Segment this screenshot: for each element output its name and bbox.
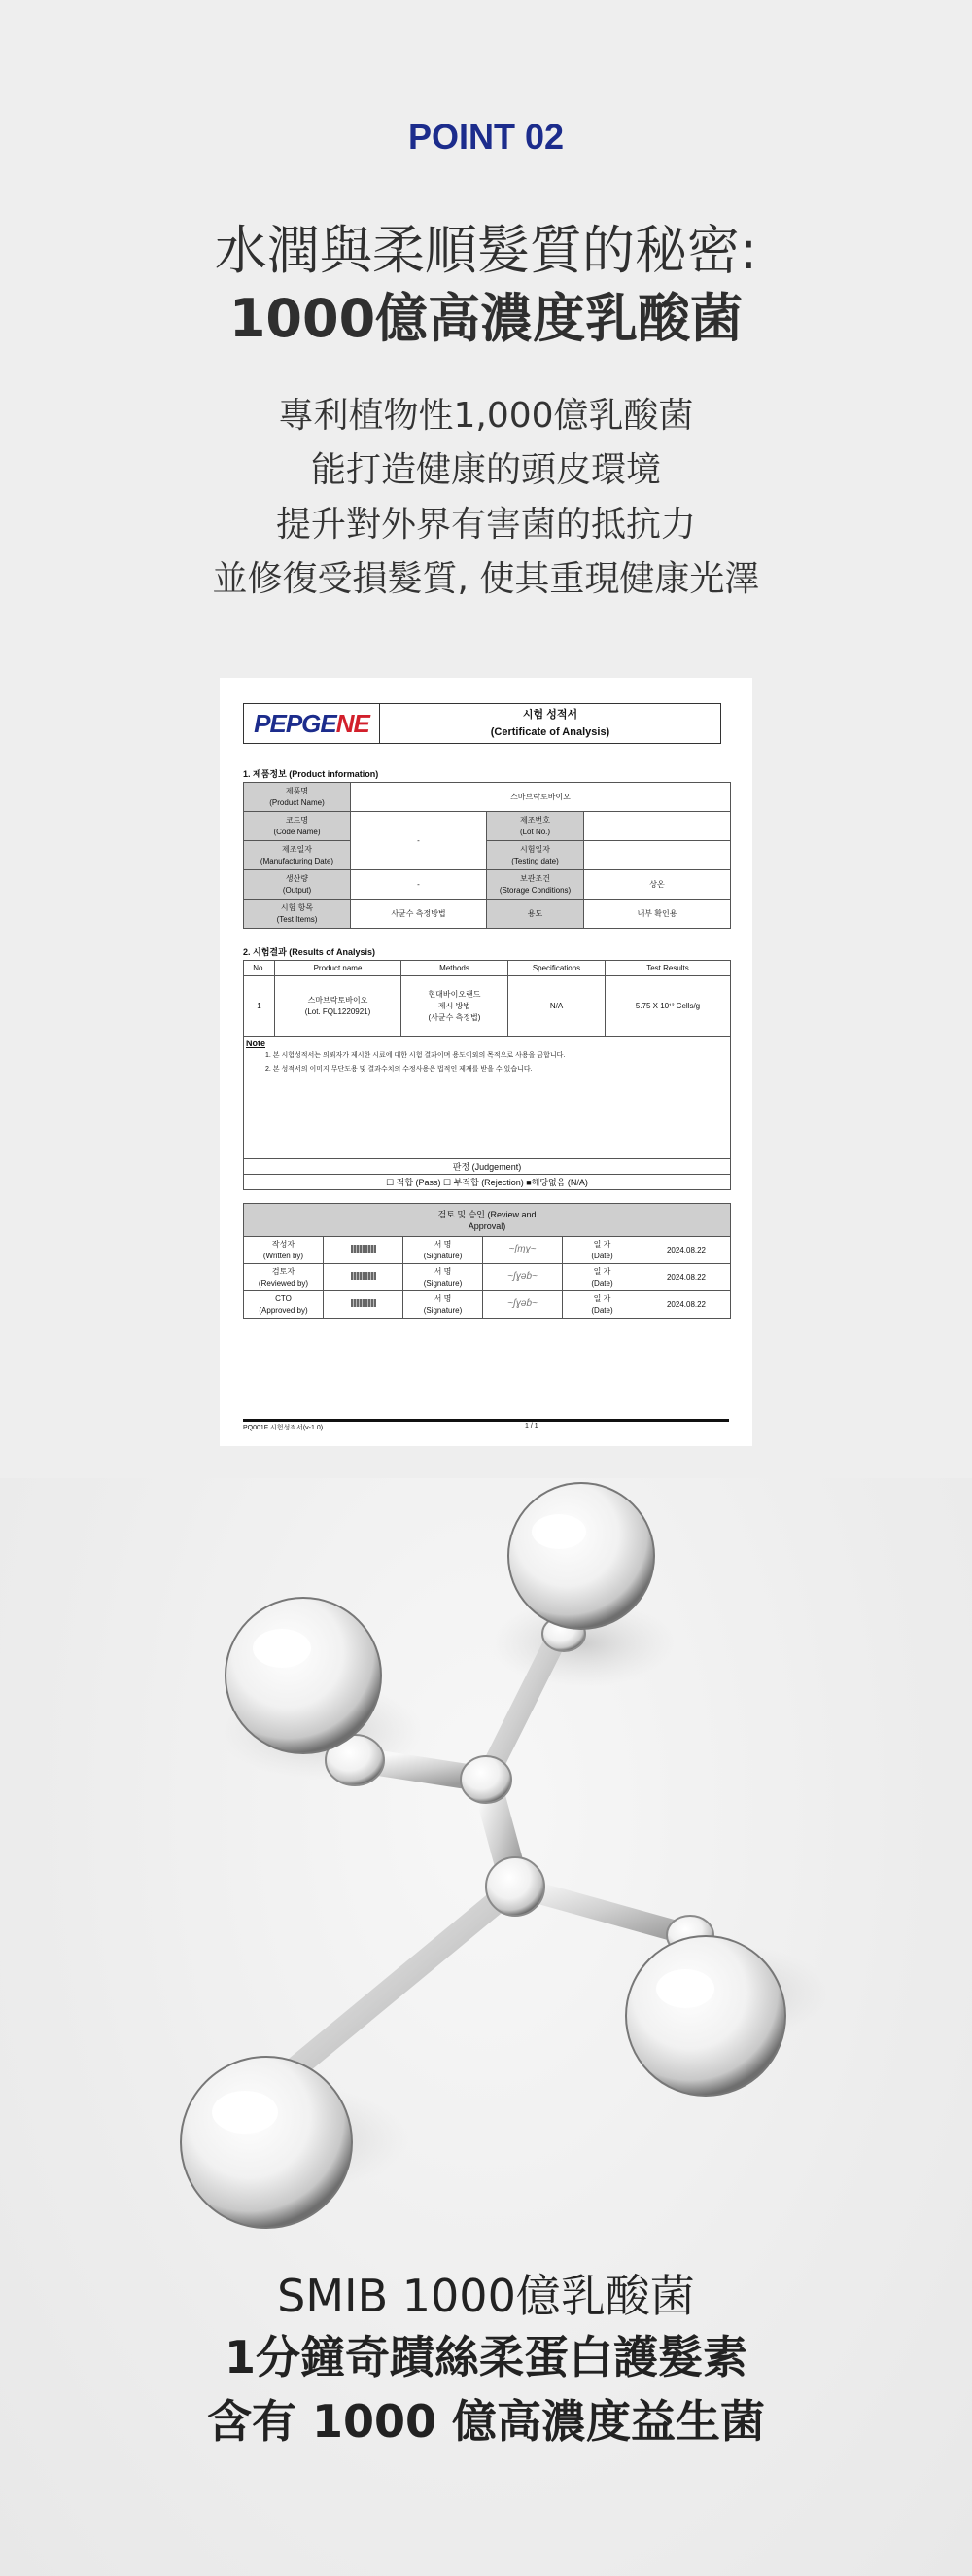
- signature-image: ~ʃɣəɓ~: [507, 1297, 538, 1309]
- caption-line2: 1分鐘奇蹟絲柔蛋白護髮素: [224, 2331, 747, 2383]
- judgement-options: ☐ 적합 (Pass) ☐ 부적합 (Rejection) ■해당없음 (N/A): [244, 1175, 731, 1190]
- section-product-info: 1. 제품정보 (Product information): [243, 769, 379, 779]
- redacted-name: [351, 1299, 376, 1307]
- certificate-title: 시험 성적서 (Certificate of Analysis): [490, 709, 610, 738]
- description-line: 專利植物性1,000億乳酸菌: [278, 396, 694, 436]
- product-info-table: 제품명 (Product Name) 스마브락토바이오 코드명 (Code Name) - 제조번호 (Lot No.) 제조일자 (Manufacturing Date) 시험일자 (Testing date) 생산량 (Output) - 보관조건 (Storage Conditions) 상온 시험 항목 (Test Items) 사균수 측정방법 용도 내부 확인용: [243, 782, 731, 929]
- certificate-header: [243, 703, 721, 744]
- note-line: 1. 본 시험성적서는 의뢰자가 제시한 시료에 대한 시험 결과이며 용도이외의 목적으로 사용을 금합니다.: [265, 1052, 566, 1059]
- description-line: 提升對外界有害菌的抵抗力: [275, 505, 696, 545]
- signature-image: ~ʃɣəɓ~: [507, 1270, 538, 1282]
- description-line: 並修復受損髮質, 使其重現健康光澤: [212, 559, 760, 599]
- signature-image: ~ʃɱɣ~: [508, 1243, 537, 1254]
- headline-line1: 水潤與柔順髮質的秘密:: [214, 220, 758, 281]
- judgement-title: 판정 (Judgement): [244, 1159, 731, 1175]
- caption-line1: SMIB 1000億乳酸菌: [277, 2270, 695, 2322]
- point-label: POINT 02: [407, 117, 565, 157]
- section-results: 2. 시험결과 (Results of Analysis): [243, 947, 375, 957]
- glass-spheres: [181, 1483, 785, 2228]
- footer-rule: [243, 1419, 729, 1422]
- description: [0, 389, 972, 607]
- description-line: 能打造健康的頭皮環境: [310, 450, 661, 490]
- note-title: Note: [246, 1039, 265, 1048]
- redacted-name: [351, 1272, 376, 1280]
- certificate-of-analysis: [220, 678, 752, 1446]
- redacted-name: [351, 1245, 376, 1253]
- pepgene-logo: PEPGE NE: [244, 704, 380, 743]
- caption-line3: 含有 1000 億高濃度益生菌: [206, 2395, 766, 2448]
- certificate-footer: PQ001F 시험성적서(v-1.0) 1 / 1: [243, 1423, 538, 1431]
- review-approval-table: 검토 및 승인 (Review and Approval) 작성자 (Written by) 서 명 (Signature) ~ʃɱɣ~ 일 자 (Date) 2024.08.22 검토자 (Reviewed by) 서 명 (Signature) ~ʃɣəɓ~ 일 자 (Date) 2024.08.22 CTO (Approved by) 서 명 (Signature) ~ʃɣəɓ~ 일 자 (Date) 2024.08.22: [243, 1203, 731, 1319]
- note-line: 2. 본 성적서의 이미지 무단도용 및 결과수치의 수정사용은 법적인 제재를 받을 수 있습니다.: [265, 1066, 533, 1073]
- headline-line2: 1000億高濃度乳酸菌: [228, 288, 744, 349]
- results-table: No. Product name Methods Specifications Test Results 1 스마브락토바이오 (Lot. FQL1220921) 현대바이오랜드 제시 방법 (사균수 측정법) N/A 5.75 X 10¹² Cells/g Note 1. 본 시험성적서는 의뢰자가 제시한 시료에 대한 시험 결과이며 용도이외의 목적으로 사용을 금합니다. 2. 본 성적서의 이미지 무단도용 및 결과수치의 수정사용은 법적인 제재를 받을 수 있습니다. 판정 (Judgement) ☐ 적합 (Pass) ☐ 부적합 (Rejection) ■해당없음 (N/A): [243, 960, 731, 1190]
